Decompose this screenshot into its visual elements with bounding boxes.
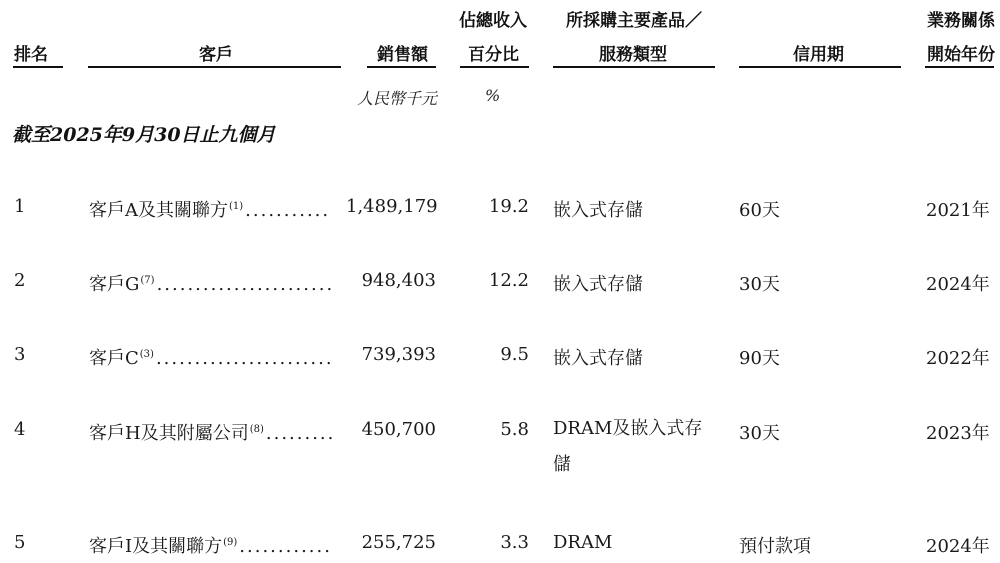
row-5-year: 2024年 [926, 536, 990, 557]
row-2-note: (7) [140, 275, 155, 286]
header-rule-customer [88, 66, 341, 68]
row-4-product: DRAM及嵌入式存儲 [553, 418, 703, 475]
row-3-leader-dots: ....................... [155, 348, 334, 369]
row-4-customer-name: 客戶H及其附屬公司 [89, 423, 249, 444]
row-4-rank: 4 [14, 419, 26, 440]
row-5-sales: 255,725 [361, 532, 436, 553]
row-1-credit: 60天 [739, 200, 780, 221]
header-rule-pct [460, 66, 529, 68]
header-since-line2: 開始年份 [927, 45, 995, 65]
row-5-customer-name: 客戶I及其關聯方 [89, 536, 223, 557]
row-4-note: (8) [249, 424, 264, 435]
row-2-leader-dots: ....................... [156, 274, 335, 295]
header-products-line2: 服務類型 [599, 45, 667, 65]
row-1-year: 2021年 [926, 200, 990, 221]
header-rule-rank [13, 66, 63, 68]
row-3-note: (3) [139, 349, 154, 360]
row-2-customer [89, 270, 341, 296]
row-3-product: 嵌入式存儲 [553, 348, 643, 369]
row-3-rank: 3 [14, 344, 26, 365]
header-rule-since [925, 66, 994, 68]
row-1-customer [89, 196, 341, 222]
row-1-leader-dots: ........... [245, 200, 331, 221]
row-5-note: (9) [223, 537, 238, 548]
row-4-pct: 5.8 [500, 419, 529, 440]
row-3-pct: 9.5 [500, 344, 529, 365]
row-5-customer [89, 532, 341, 558]
row-3-customer-name: 客戶C [89, 348, 139, 369]
row-2-credit: 30天 [739, 274, 780, 295]
row-2-pct: 12.2 [488, 270, 529, 291]
row-3-customer [89, 344, 341, 370]
row-5-leader-dots: ............ [239, 536, 332, 557]
header-revenue-pct-line1: 佔總收入 [459, 11, 527, 31]
row-2-customer-name: 客戶G [89, 274, 140, 295]
row-5-product: DRAM [553, 532, 613, 553]
row-2-rank: 2 [14, 270, 26, 291]
row-2-product: 嵌入式存儲 [553, 274, 643, 295]
row-1-sales: 1,489,179 [346, 196, 438, 217]
header-revenue-pct-line2: 百分比 [468, 45, 519, 65]
row-4-year: 2023年 [926, 423, 990, 444]
row-1-note: (1) [229, 201, 244, 212]
header-rule-credit [739, 66, 901, 68]
row-5-rank: 5 [14, 532, 26, 553]
row-2-year: 2024年 [926, 274, 990, 295]
header-rank: 排名 [14, 45, 48, 65]
row-1-product: 嵌入式存儲 [553, 200, 643, 221]
header-sales: 銷售額 [377, 45, 428, 65]
row-3-year: 2022年 [926, 348, 990, 369]
row-4-credit: 30天 [739, 423, 780, 444]
row-1-customer-name: 客戶A及其關聯方 [89, 200, 228, 221]
header-rule-sales [367, 66, 436, 68]
row-2-sales: 948,403 [361, 270, 436, 291]
header-products-line1: 所採購主要產品／ [566, 11, 702, 31]
row-1-pct: 19.2 [488, 196, 529, 217]
row-5-credit: 預付款項 [739, 536, 811, 557]
header-since-line1: 業務關係 [927, 11, 995, 31]
row-4-customer [89, 419, 341, 445]
period-title: 截至2025年9月30日止九個月 [12, 124, 276, 146]
row-4-leader-dots: ......... [265, 423, 336, 444]
unit-percent: % [485, 86, 501, 105]
row-4-sales: 450,700 [361, 419, 436, 440]
unit-sales: 人民幣千元 [357, 89, 438, 108]
header-credit: 信用期 [793, 45, 844, 65]
header-rule-products [553, 66, 715, 68]
row-5-pct: 3.3 [500, 532, 529, 553]
row-1-rank: 1 [14, 196, 26, 217]
row-3-sales: 739,393 [361, 344, 436, 365]
row-3-credit: 90天 [739, 348, 780, 369]
header-customer: 客戶 [199, 45, 233, 65]
